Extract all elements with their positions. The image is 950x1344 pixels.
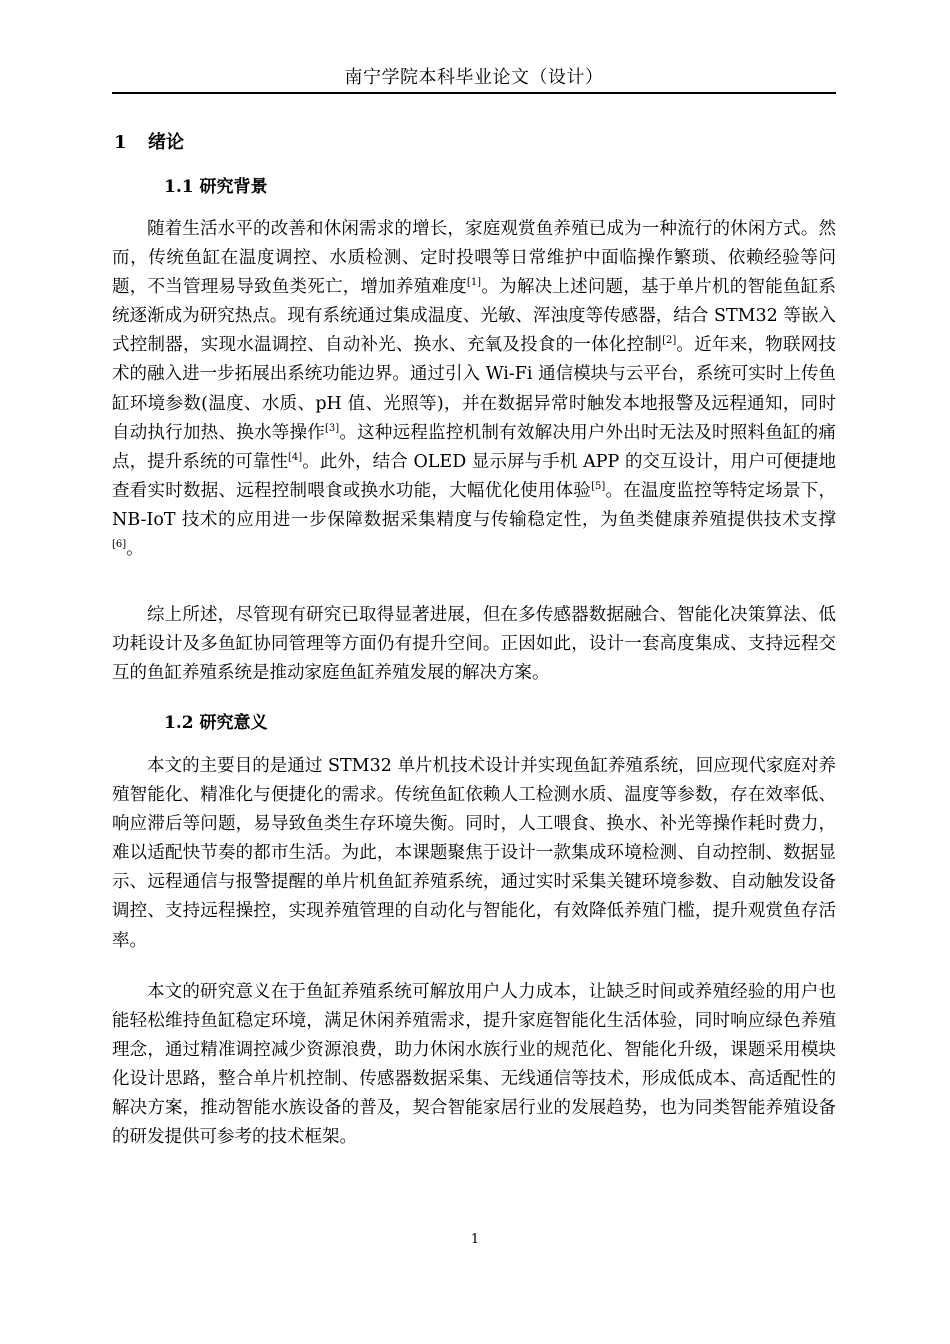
paragraph-background-2 xyxy=(112,601,836,688)
chapter-number: 1 xyxy=(114,132,127,153)
paragraph-text: 。 xyxy=(126,539,144,560)
paragraph-text: 本文的主要目的是通过 STM32 单片机技术设计并实现鱼缸养殖系统，回应现代家庭对养殖智能化、精准化与便捷化的需求。传统鱼缸依赖人工检测水质、温度等参数，存在效率低、响应滞后等问题，易导致鱼类生存环境失衡。同时，人工喂食、换水、补光等操作耗时费力，难以适配快节奏的都市生活。为此，本课题聚焦于设计一款集成环境检测、自动控制、数据显示、远程通信与报警提醒的单片机鱼缸养殖系统，通过实时采集关键环境参数、自动触发设备调控、支持远程操控，实现养殖管理的自动化与智能化，有效降低养殖门槛，提升观赏鱼存活率。 xyxy=(112,756,836,951)
section-heading-significance: 1.2 研究意义 xyxy=(164,713,268,733)
paragraph-text: 综上所述，尽管现有研究已取得显著进展，但在多传感器数据融合、智能化决策算法、低功耗设计及多鱼缸协同管理等方面仍有提升空间。正因如此，设计一套高度集成、支持远程交互的鱼缸养殖系统是推动家庭鱼缸养殖发展的解决方案。 xyxy=(112,605,836,684)
section-heading-background: 1.1 研究背景 xyxy=(164,177,268,197)
citation-ref: [5] xyxy=(591,480,606,492)
paragraph-text: 。为解决上述问题，基于单片机的智能鱼缸系统逐渐成为研究热点。现有系统通过集成温度、光敏、浑浊度等传感器，结合 STM32 等嵌入式控制器，实现水温调控、自动补光、换水、充氧及投食的一体化控制 xyxy=(112,277,837,356)
citation-ref: [2] xyxy=(662,335,677,347)
paragraph-significance-2 xyxy=(112,978,836,1153)
chapter-heading xyxy=(114,131,184,155)
header-rule xyxy=(112,92,836,94)
paragraph-text: 。近年来，物联网技术的融入进一步拓展出系统功能边界。通过引入 Wi-Fi 通信模块与云平台，系统可实时上传鱼缸环境参数(温度、水质、pH 值、光照等)，并在数据异常时触发本地报警及远程通知，同时自动执行加热、换水等操作 xyxy=(112,335,837,443)
paragraph-significance-1 xyxy=(112,752,836,956)
paragraph-text: 。这种远程监控机制有效解决用户外出时无法及时照料鱼缸的痛点，提升系统的可靠性 xyxy=(112,422,837,472)
page-number: 1 xyxy=(470,1232,480,1247)
citation-ref: [1] xyxy=(466,277,482,289)
paragraph-text: 随着生活水平的改善和休闲需求的增长，家庭观赏鱼养殖已成为一种流行的休闲方式。然而，传统鱼缸在温度调控、水质检测、定时投喂等日常维护中面临操作繁琐、依赖经验等问题，不当管理易导致鱼类死亡，增加养殖难度 xyxy=(112,219,836,298)
paragraph-text: 。在温度监控等特定场景下，NB-IoT 技术的应用进一步保障数据采集精度与传输稳定性，为鱼类健康养殖提供技术支撑 xyxy=(112,480,837,530)
paragraph-background-1 xyxy=(112,215,836,564)
chapter-title: 绪论 xyxy=(148,132,184,153)
running-header: 南宁学院本科毕业论文（设计） xyxy=(344,67,604,88)
citation-ref: [6] xyxy=(112,539,127,551)
citation-ref: [4] xyxy=(287,451,303,463)
paragraph-text: 。此外，结合 OLED 显示屏与手机 APP 的交互设计，用户可便捷地查看实时数据、远程控制喂食或换水功能，大幅优化使用体验 xyxy=(112,451,836,501)
paragraph-text: 本文的研究意义在于鱼缸养殖系统可解放用户人力成本，让缺乏时间或养殖经验的用户也能轻松维持鱼缸稳定环境，满足休闲养殖需求，提升家庭智能化生活体验，同时响应绿色养殖理念，通过精准调控减少资源浪费，助力休闲水族行业的规范化、智能化升级，课题采用模块化设计思路，整合单片机控制、传感器数据采集、无线通信等技术，形成低成本、高适配性的解决方案，推动智能水族设备的普及，契合智能家居行业的发展趋势，也为同类智能养殖设备的研发提供可参考的技术框架。 xyxy=(112,982,836,1148)
citation-ref: [3] xyxy=(324,422,340,434)
